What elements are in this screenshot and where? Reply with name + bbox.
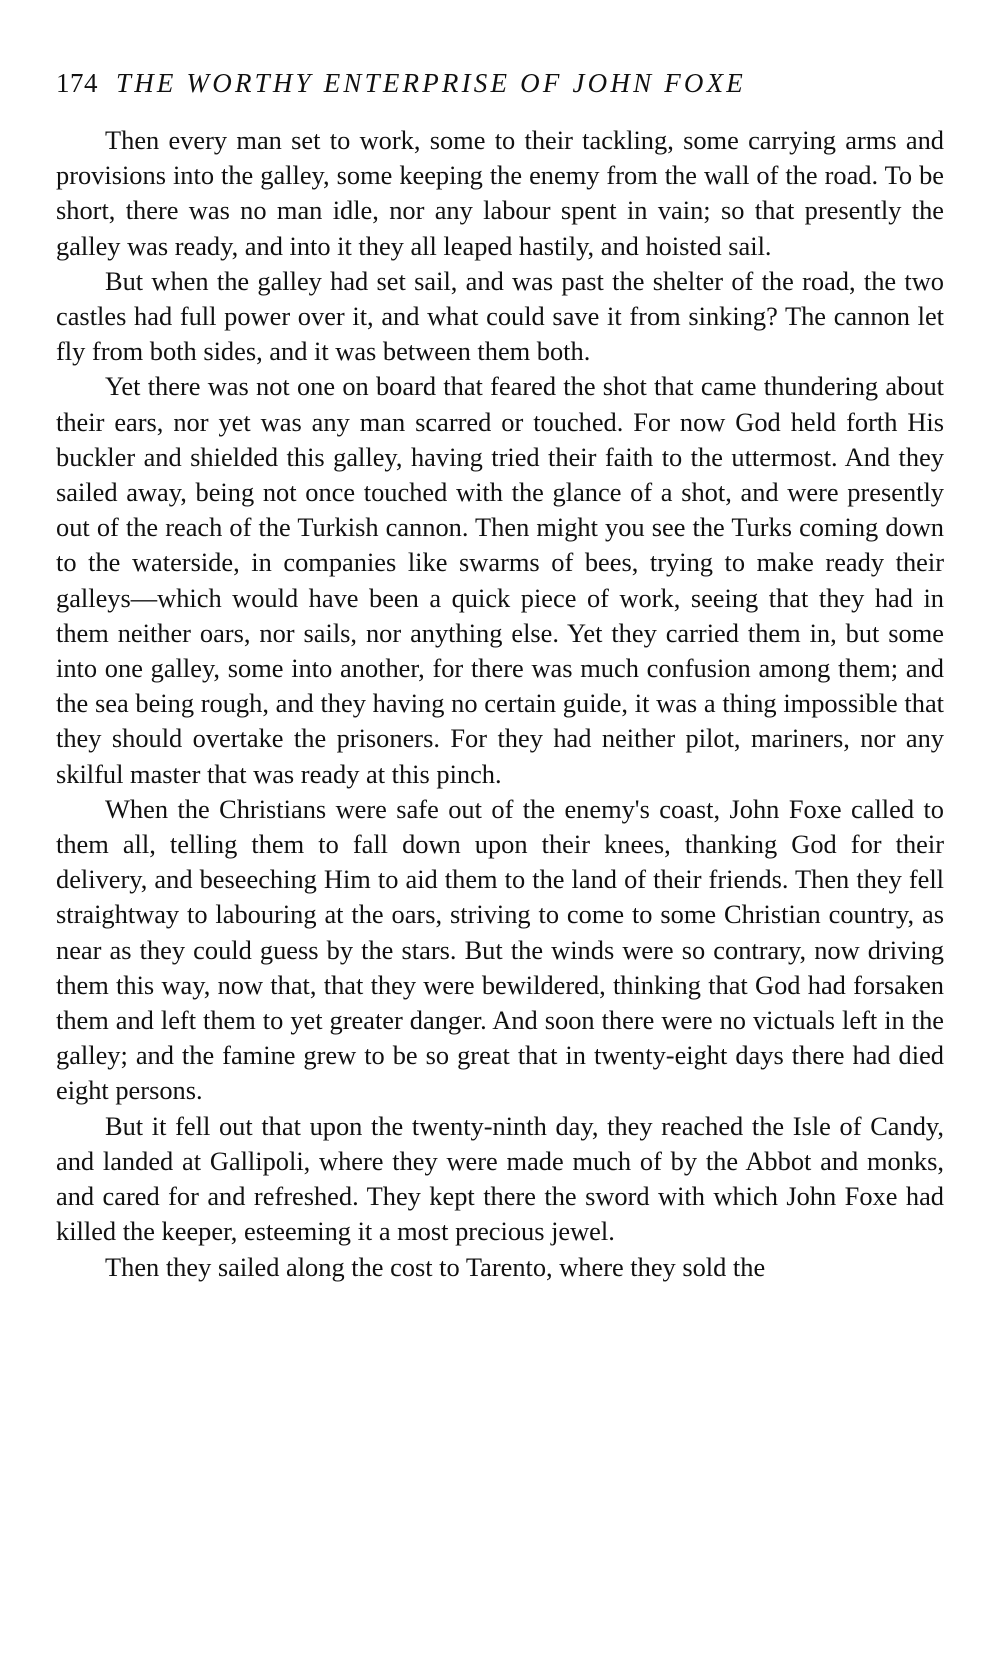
- paragraph-2: But when the galley had set sail, and was past the shelter of the road, the two castles had full power over it, and what could save it from sinking? The cannon let fly from both sides, and it was between them both.: [56, 265, 944, 367]
- running-title: THE WORTHY ENTERPRISE OF JOHN FOXE: [116, 68, 747, 98]
- running-head: [56, 70, 944, 97]
- paragraph-6: Then they sailed along the cost to Tarento, where they sold the: [105, 1251, 766, 1282]
- paragraph-1: Then every man set to work, some to their tackling, some carrying arms and provisions into the galley, some keeping the enemy from the wall of the road. To be short, there was no man idle, nor any labour spent in vain; so that presently the galley was ready, and into it they all leaped hastily, and hoisted sail.: [56, 125, 944, 261]
- body-text: [56, 123, 944, 1285]
- book-page: [56, 70, 944, 1285]
- page-number: 174: [56, 68, 98, 98]
- paragraph-3: Yet there was not one on board that feared the shot that came thundering about their ears, nor yet was any man scarred or touched. For now God held forth His buckler and shielded this galley, having tried their faith to the uttermost. And they sailed away, being not once touched with the glance of a shot, and were presently out of the reach of the Turkish cannon. Then might you see the Turks coming down to the waterside, in companies like swarms of bees, trying to make ready their galleys—which would have been a quick piece of work, seeing that they had in them neither oars, nor sails, nor anything else. Yet they carried them in, but some into one galley, some into another, for there was much confusion among them; and the sea being rough, and they having no certain guide, it was a thing impossible that they should overtake the prisoners. For they had neither pilot, mariners, nor any skilful master that was ready at this pinch.: [56, 371, 944, 789]
- paragraph-5: But it fell out that upon the twenty-ninth day, they reached the Isle of Candy, and landed at Gallipoli, where they were made much of by the Abbot and monks, and cared for and refreshed. They kept there the sword with which John Foxe had killed the keeper, esteeming it a most precious jewel.: [56, 1110, 944, 1247]
- paragraph-4: When the Christians were safe out of the enemy's coast, John Foxe called to them all, telling them to fall down upon their knees, thanking God for their delivery, and beseeching Him to aid them to the land of their friends. Then they fell straightway to labouring at the oars, striving to come to some Christian country, as near as they could guess by the stars. But the winds were so contrary, now driving them this way, now that, that they were bewildered, thinking that God had forsaken them and left them to yet greater danger. And soon there were no victuals left in the galley; and the famine grew to be so great that in twenty-eight days there had died eight persons.: [56, 793, 944, 1106]
